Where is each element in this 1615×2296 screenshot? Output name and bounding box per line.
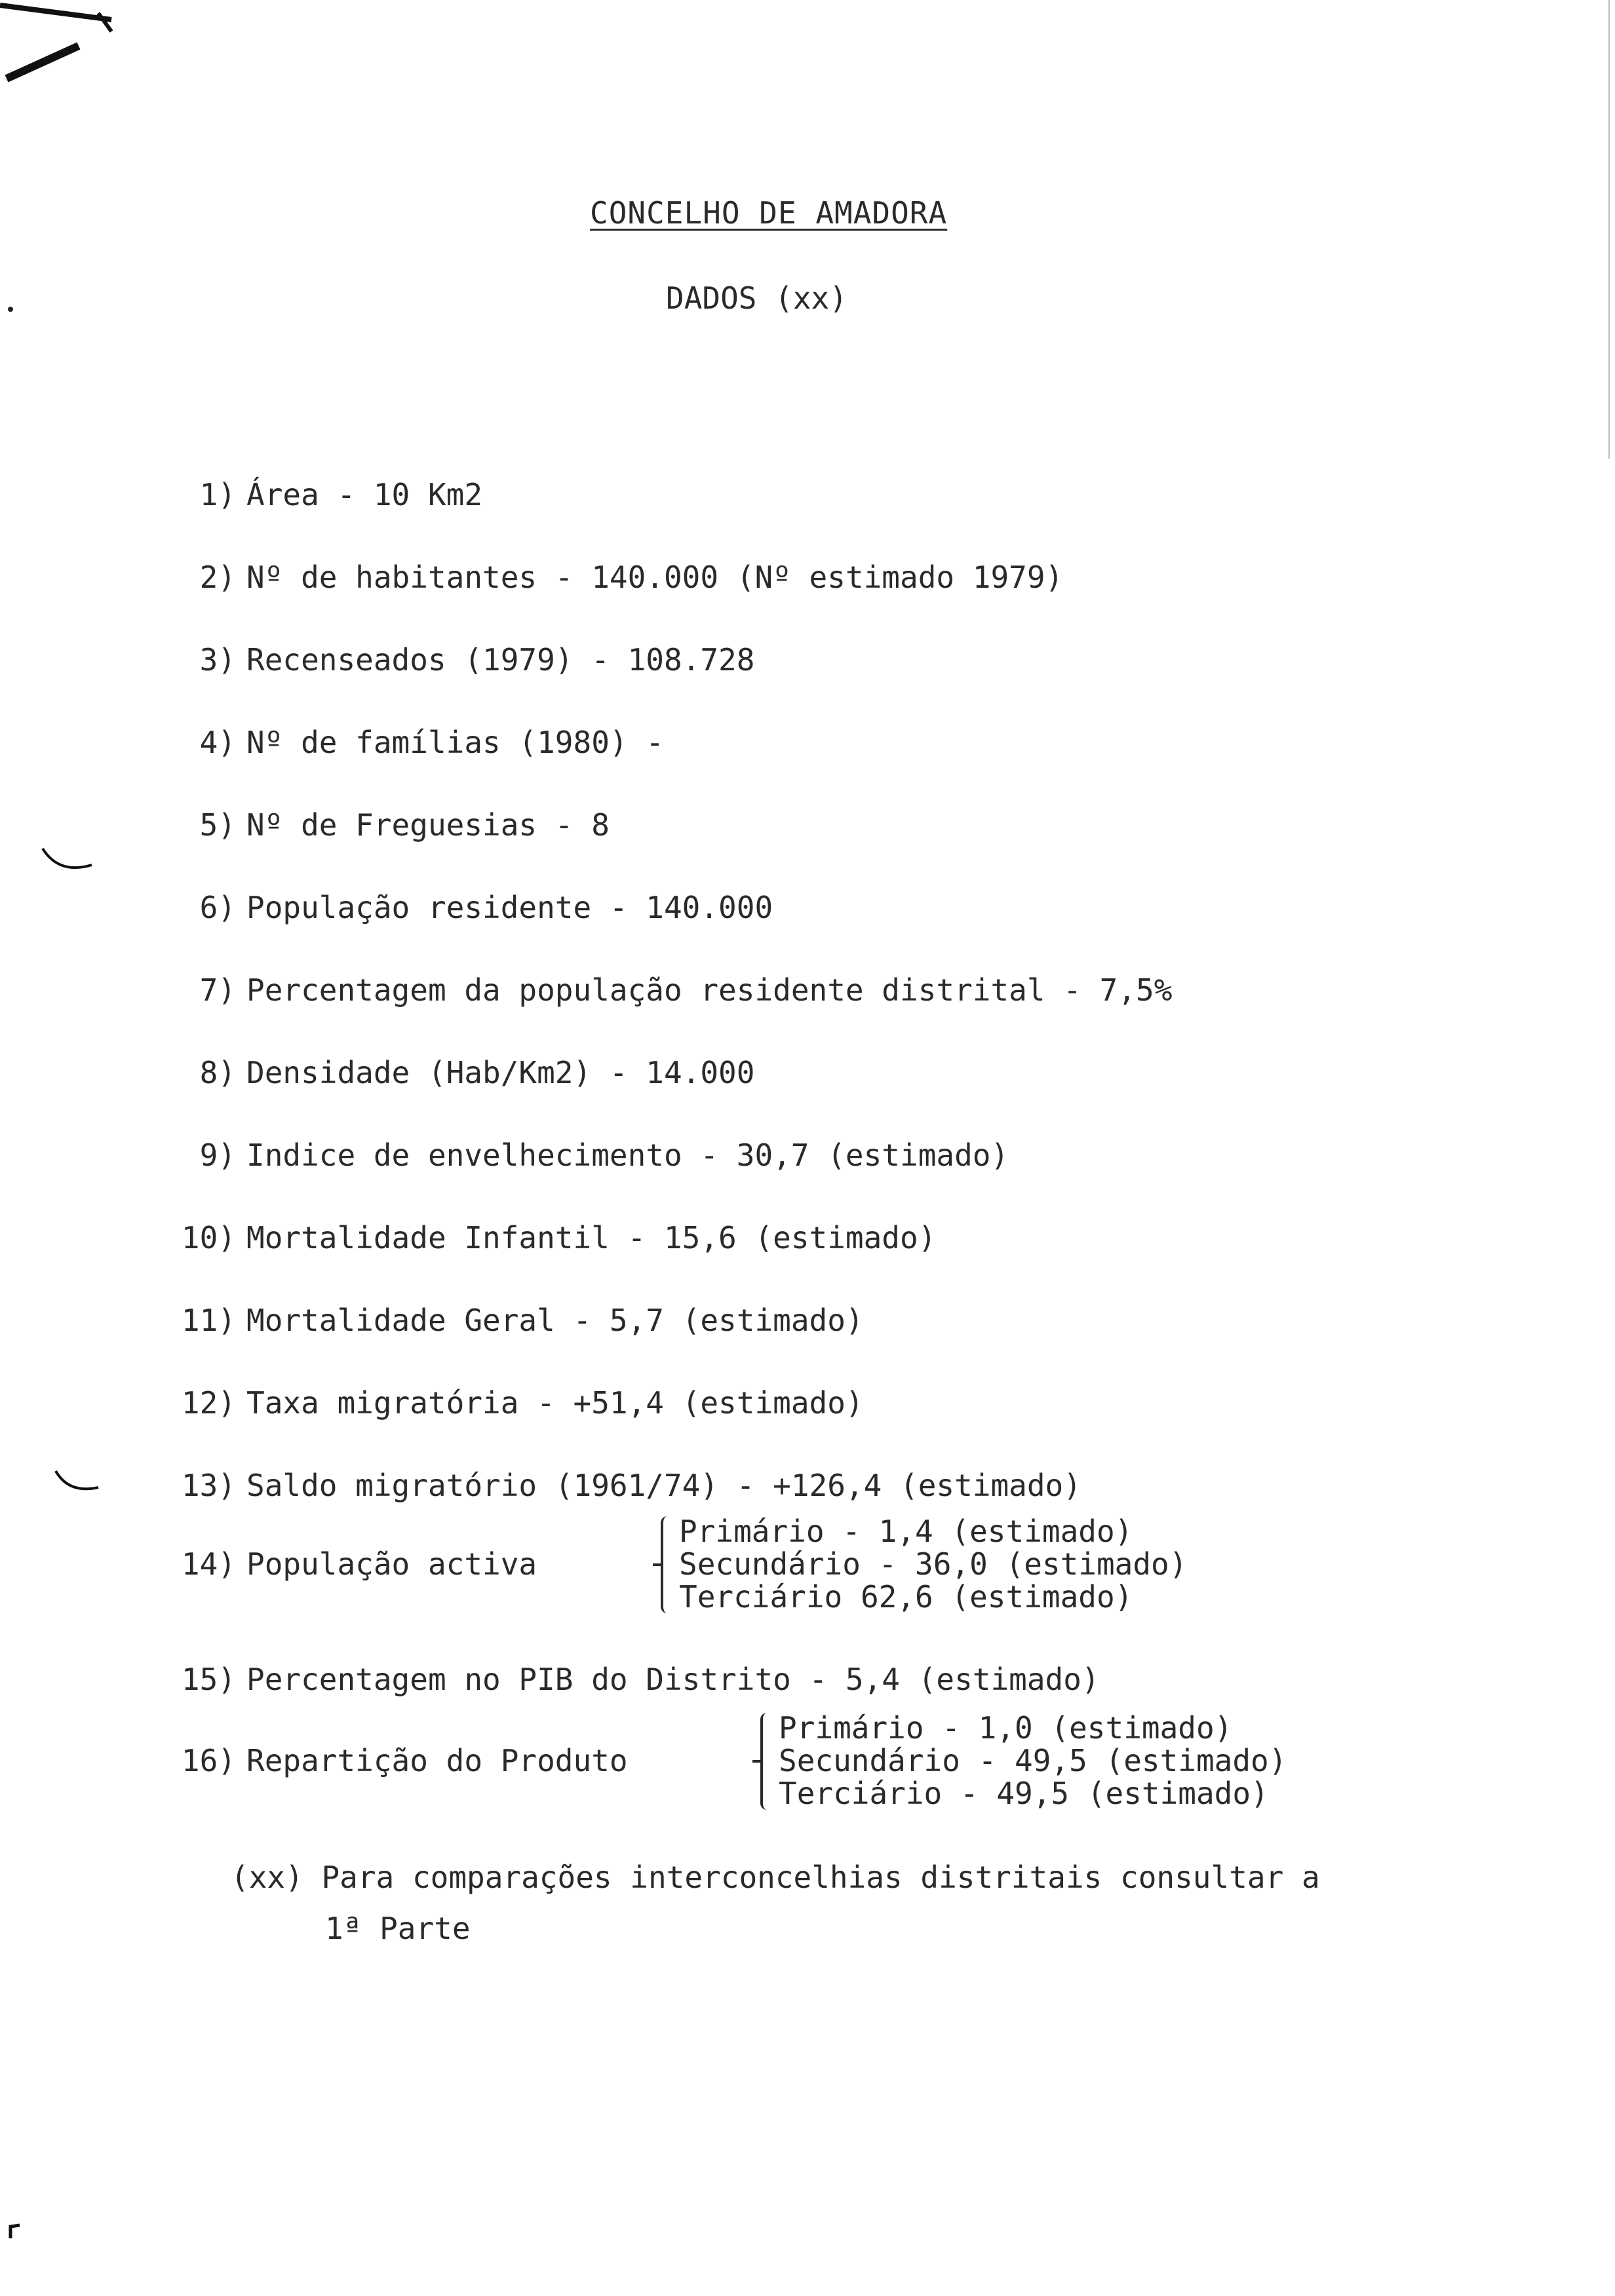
- item-text: Nº de habitantes - 140.000 (Nº estimado 1979): [246, 560, 1064, 595]
- item-number: 1): [199, 477, 236, 512]
- list-item: [157, 1662, 1100, 1697]
- sub-item: Secundário - 49,5 (estimado): [779, 1743, 1287, 1778]
- item-text: Percentagem no PIB do Distrito - 5,4 (estimado): [246, 1662, 1100, 1697]
- item-text: Nº de famílias (1980) -: [246, 725, 664, 760]
- list-item: [157, 892, 773, 923]
- item-number: 4): [199, 725, 236, 760]
- item-text: População activa: [246, 1546, 537, 1582]
- list-item: [157, 477, 483, 512]
- scan-mark-left-dot: [5, 303, 18, 316]
- item-text: Taxa migratória - +51,4 (estimado): [246, 1385, 864, 1421]
- item-text: Área - 10 Km2: [246, 477, 483, 512]
- list-item-group-label: [157, 1743, 628, 1778]
- footnote-line: 1ª Parte: [325, 1911, 471, 1946]
- list-item: [157, 725, 664, 760]
- scan-mark-bottom-left: [8, 2221, 28, 2241]
- list-item: [157, 1385, 864, 1421]
- item-number: 2): [199, 560, 236, 595]
- item-text: Indice de envelhecimento - 30,7 (estimado): [246, 1138, 1009, 1173]
- scan-mark-top-left: [0, 0, 131, 105]
- item-number: 7): [199, 972, 236, 1008]
- sub-item: Terciário 62,6 (estimado): [679, 1579, 1133, 1615]
- item-number: 16): [181, 1743, 236, 1778]
- list-item: [157, 1138, 1009, 1173]
- item-number: 3): [199, 642, 236, 678]
- item-number: 12): [181, 1385, 236, 1421]
- item-text: Densidade (Hab/Km2) - 14.000: [246, 1055, 755, 1090]
- scan-edge-right: [1606, 0, 1612, 459]
- item-text: Percentagem da população residente distrital - 7,5%: [246, 972, 1173, 1008]
- item-text: População residente - 140.000: [246, 890, 773, 925]
- list-item: [157, 1303, 864, 1338]
- footnote-line: (xx) Para comparações interconcelhias distritais consultar a: [231, 1860, 1320, 1895]
- list-item-group-label: [157, 1546, 537, 1582]
- list-item: [157, 1055, 755, 1090]
- item-text: Nº de Freguesias - 8: [246, 807, 610, 843]
- list-item: [157, 1220, 937, 1255]
- item-number: 9): [199, 1138, 236, 1173]
- item-number: 13): [181, 1468, 236, 1503]
- item-text: Mortalidade Geral - 5,7 (estimado): [246, 1303, 864, 1338]
- item-number: 15): [181, 1662, 236, 1697]
- item-number: 8): [199, 1055, 236, 1090]
- scan-mark-left-curve-1: [39, 845, 98, 878]
- list-item: [157, 972, 1173, 1008]
- item-number: 14): [181, 1546, 236, 1582]
- item-text: Saldo migratório (1961/74) - +126,4 (estimado): [246, 1468, 1081, 1503]
- item-number: 5): [199, 807, 236, 843]
- scan-mark-left-curve-2: [52, 1468, 111, 1501]
- list-item: [157, 1470, 1081, 1501]
- list-item: [157, 560, 1064, 595]
- item-number: 10): [181, 1220, 236, 1255]
- page-subtitle: DADOS (xx): [666, 280, 847, 316]
- item-number: 11): [181, 1303, 236, 1338]
- item-text: Repartição do Produto: [246, 1743, 628, 1778]
- sub-item: Primário - 1,4 (estimado): [679, 1514, 1133, 1549]
- sub-item: Terciário - 49,5 (estimado): [779, 1776, 1269, 1811]
- list-item: [157, 642, 755, 678]
- brace: [661, 1516, 675, 1613]
- item-text: Mortalidade Infantil - 15,6 (estimado): [246, 1220, 937, 1255]
- sub-item: Primário - 1,0 (estimado): [779, 1710, 1233, 1746]
- brace: [760, 1713, 775, 1810]
- list-item: [157, 807, 610, 843]
- item-text: Recenseados (1979) - 108.728: [246, 642, 755, 678]
- page-title: CONCELHO DE AMADORA: [590, 195, 948, 231]
- sub-item: Secundário - 36,0 (estimado): [679, 1546, 1188, 1582]
- item-number: 6): [199, 890, 236, 925]
